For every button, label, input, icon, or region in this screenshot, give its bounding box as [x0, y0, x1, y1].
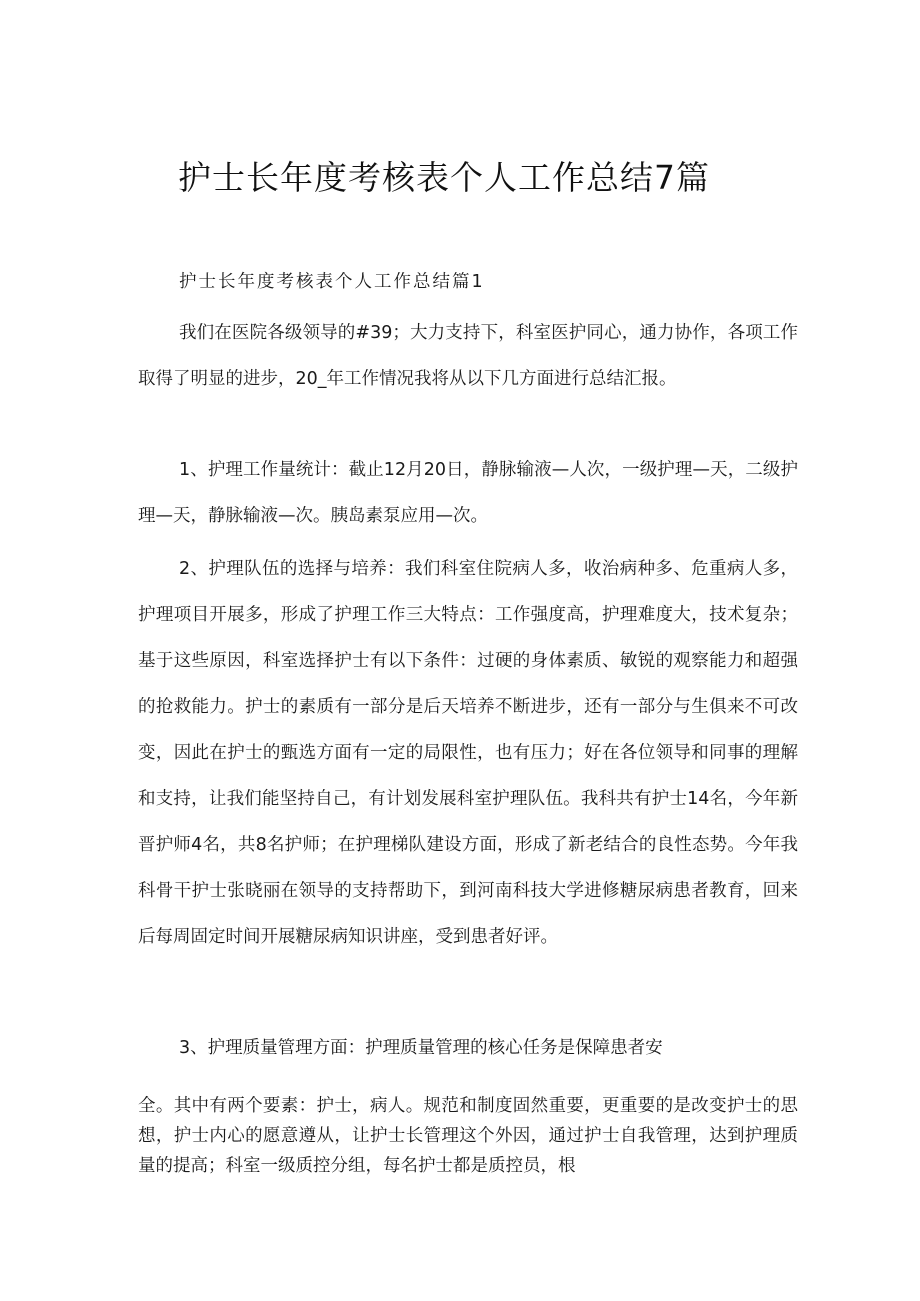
document-title: 护士长年度考核表个人工作总结7篇 [178, 158, 710, 197]
paragraph-intro: 我们在医院各级领导的#39；大力支持下，科室医护同心，通力协作，各项工作取得了明显的进步，20_年工作情况我将从以下几方面进行总结汇报。 [138, 323, 798, 389]
paragraph-workload: 1、护理工作量统计：截止12月20日，静脉输液—人次，一级护理—天，二级护理—天，静脉输液—次。胰岛素泵应用—次。 [138, 460, 798, 526]
paragraph-team: 2、护理队伍的选择与培养：我们科室住院病人多，收治病种多、危重病人多，护理项目开展多，形成了护理工作三大特点：工作强度高，护理难度大，技术复杂；基于这些原因，科室选择护士有以下条件：过硬的身体素质、敏锐的观察能力和超强的抢救能力。护士的素质有一部分是后天培养不断进步，还有一部分与生俱来不可改变，因此在护士的甄选方面有一定的局限性，也有压力；好在各位领导和同事的理解和支持，让我们能坚持自己，有计划发展科室护理队伍。我科共有护士14名，今年新晋护师4名，共8名护师；在护理梯队建设方面，形成了新老结合的良性态势。今年我科骨干护士张晓丽在领导的支持帮助下，到河南科技大学进修糖尿病患者教育，回来后每周固定时间开展糖尿病知识讲座，受到患者好评。 [138, 559, 798, 947]
paragraph-quality-continued: 全。其中有两个要素：护士，病人。规范和制度固然重要，更重要的是改变护士的思想，护士内心的愿意遵从，让护士长管理这个外因，通过护士自我管理，达到护理质量的提高；科室一级质控分组，每名护士都是质控员，根 [138, 1096, 798, 1176]
section-heading: 护士长年度考核表个人工作总结篇1 [179, 272, 485, 292]
paragraph-quality-start: 3、护理质量管理方面：护理质量管理的核心任务是保障患者安 [179, 1038, 663, 1058]
